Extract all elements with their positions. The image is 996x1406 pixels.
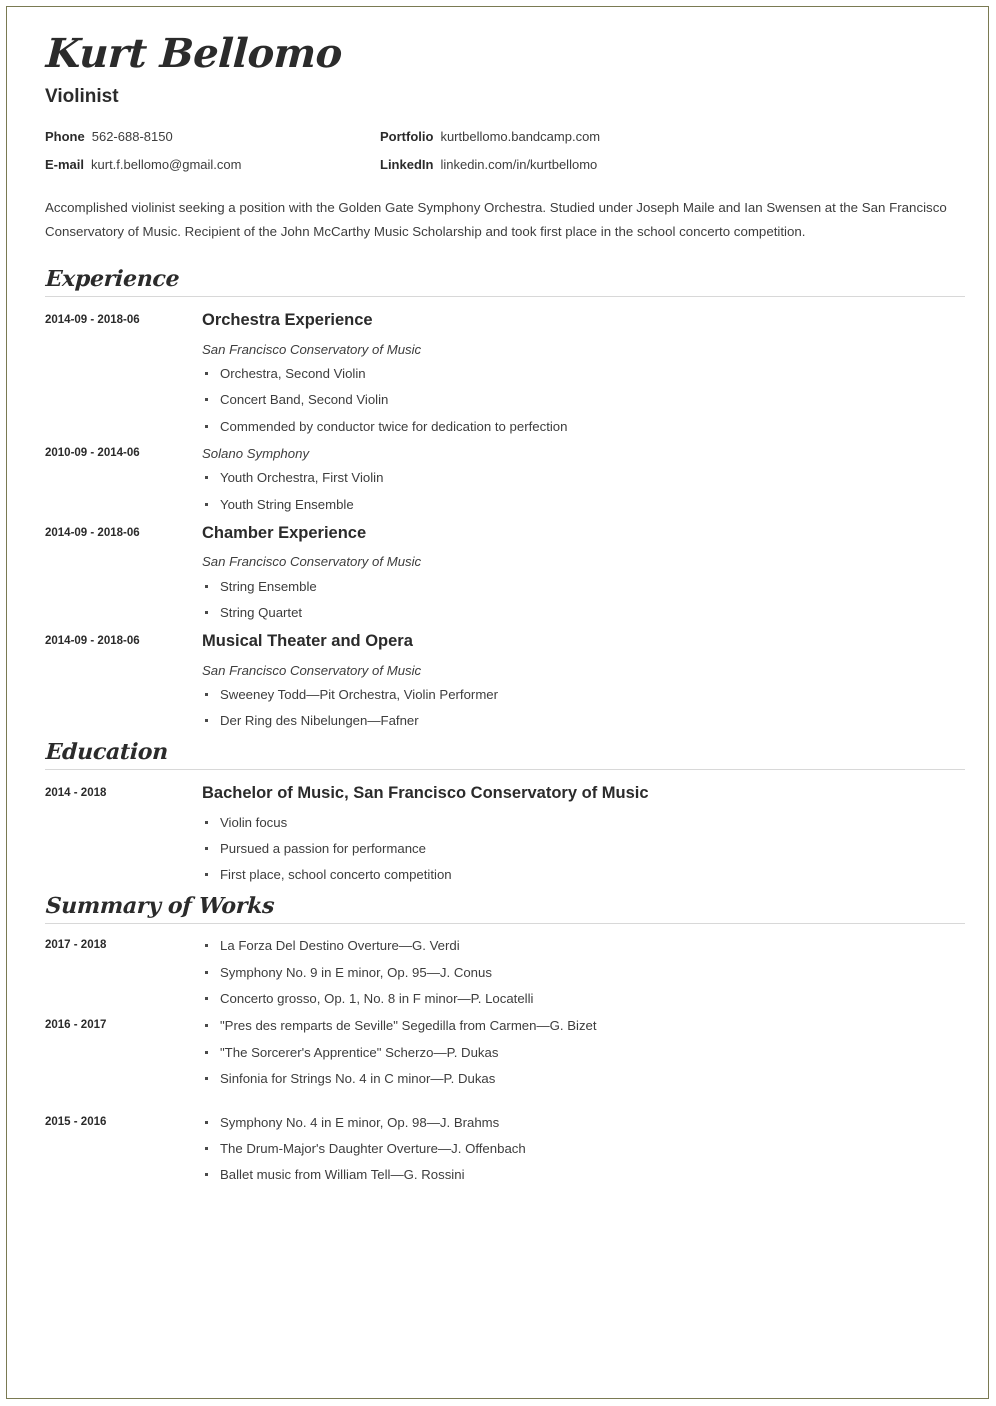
entry-bullet-list: [202, 814, 965, 884]
entry-title: Orchestra Experience: [202, 311, 373, 330]
bullet-item: Youth String Ensemble: [202, 496, 965, 513]
entry-organization: San Francisco Conservatory of Music: [202, 554, 422, 570]
entry-organization: San Francisco Conservatory of Music: [202, 341, 422, 357]
entry-bullet-list: [202, 365, 965, 435]
bullet-item: Violin focus: [202, 814, 965, 831]
entry-organization: Solano Symphony: [202, 445, 310, 461]
section-heading: Summary of Works: [45, 892, 275, 919]
entry-organization: San Francisco Conservatory of Music: [202, 662, 422, 678]
entry-title: Bachelor of Music, San Francisco Conservatory of Music: [202, 784, 649, 803]
contact-row: [45, 129, 705, 146]
contact-label: E-mail: [45, 156, 85, 172]
contact-value[interactable]: linkedin.com/in/kurtbellomo: [440, 156, 598, 172]
bullet-item: Pursued a passion for performance: [202, 840, 965, 857]
candidate-job-title: Violinist: [45, 86, 119, 107]
entry-bullet-list: [202, 1017, 965, 1087]
bullet-item: The Drum-Major's Daughter Overture—J. Offenbach: [202, 1140, 965, 1157]
contact-details: [45, 129, 705, 174]
entry-body: [202, 631, 965, 729]
section-divider: [45, 769, 965, 770]
section-divider: [45, 923, 965, 924]
entry-bullet-list: [202, 686, 965, 730]
bullet-item: Concerto grosso, Op. 1, No. 8 in F minor—P. Locatelli: [202, 990, 965, 1007]
bullet-item: Der Ring des Nibelungen—Fafner: [202, 712, 965, 729]
bullet-item: First place, school concerto competition: [202, 866, 965, 883]
resume-entry: [45, 445, 965, 513]
resume-section: [45, 740, 965, 884]
professional-summary: Accomplished violinist seeking a position with the Golden Gate Symphony Orchestra. Studied under Joseph Maile and Ian Swensen at the San Francisco Conservatory of Music. Recipient of the John McCarthy Music Scholarship and took first place in the school concerto competition.: [45, 199, 947, 240]
contact-item-portfolio: [380, 129, 600, 146]
entry-date-range: 2014-09 - 2018-06: [45, 635, 140, 648]
contact-value[interactable]: kurtbellomo.bandcamp.com: [440, 128, 601, 144]
bullet-item: Sinfonia for Strings No. 4 in C minor—P. Dukas: [202, 1070, 965, 1087]
resume-entry: [45, 310, 965, 435]
section-heading: Experience: [45, 265, 180, 292]
contact-item-phone: [45, 129, 380, 146]
resume-entry: [45, 523, 965, 621]
resume-content: [44, 30, 965, 1194]
bullet-item: Sweeney Todd—Pit Orchestra, Violin Performer: [202, 686, 965, 703]
entry-date-range: 2015 - 2016: [45, 1115, 107, 1128]
contact-label: LinkedIn: [380, 156, 434, 172]
entry-body: [202, 937, 965, 1007]
entry-bullet-list: [202, 469, 965, 513]
bullet-item: Symphony No. 4 in E minor, Op. 98—J. Brahms: [202, 1114, 965, 1131]
resume-section: [45, 894, 965, 1184]
entry-date-range: 2016 - 2017: [45, 1019, 107, 1032]
resume-entry: [45, 937, 965, 1007]
resume-section: [45, 267, 965, 730]
resume-entry: [45, 783, 965, 884]
entry-date-range: 2014-09 - 2018-06: [45, 526, 140, 539]
entry-body: [202, 523, 965, 621]
bullet-item: Concert Band, Second Violin: [202, 391, 965, 408]
bullet-item: Youth Orchestra, First Violin: [202, 469, 965, 486]
bullet-item: Commended by conductor twice for dedication to perfection: [202, 418, 965, 435]
bullet-item: Ballet music from William Tell—G. Rossini: [202, 1166, 965, 1183]
resume-page: [9, 9, 986, 1396]
entry-date-range: 2010-09 - 2014-06: [45, 446, 140, 459]
contact-label: Phone: [45, 128, 85, 144]
contact-item-email: [45, 157, 380, 174]
resume-entry: [45, 1017, 965, 1087]
entry-title: Musical Theater and Opera: [202, 632, 413, 651]
contact-row: [45, 157, 705, 174]
section-heading: Education: [45, 738, 169, 765]
resume-sections: [45, 267, 965, 1184]
resume-entry: [45, 631, 965, 729]
resume-entry: [45, 1114, 965, 1184]
bullet-item: String Ensemble: [202, 578, 965, 595]
bullet-item: Symphony No. 9 in E minor, Op. 95—J. Conus: [202, 964, 965, 981]
bullet-item: String Quartet: [202, 604, 965, 621]
bullet-item: "The Sorcerer's Apprentice" Scherzo—P. Dukas: [202, 1044, 965, 1061]
contact-value: 562-688-8150: [91, 128, 173, 144]
contact-label: Portfolio: [380, 128, 434, 144]
entry-bullet-list: [202, 578, 965, 622]
bullet-item: Orchestra, Second Violin: [202, 365, 965, 382]
entry-date-range: 2014 - 2018: [45, 787, 107, 800]
entry-bullet-list: [202, 1114, 965, 1184]
entry-title: Chamber Experience: [202, 523, 367, 542]
entry-body: [202, 1017, 965, 1087]
resume-page-border: [6, 6, 989, 1399]
entry-body: [202, 310, 965, 435]
entry-body: [202, 783, 965, 884]
candidate-name: Kurt Bellomo: [44, 30, 344, 77]
contact-item-linkedin: [380, 157, 597, 174]
entry-body: [202, 1114, 965, 1184]
contact-value[interactable]: kurt.f.bellomo@gmail.com: [91, 156, 242, 172]
entry-date-range: 2017 - 2018: [45, 939, 107, 952]
section-divider: [45, 296, 965, 297]
entry-date-range: 2014-09 - 2018-06: [45, 314, 140, 327]
entry-bullet-list: [202, 937, 965, 1007]
bullet-item: "Pres des remparts de Seville" Segedilla from Carmen—G. Bizet: [202, 1017, 965, 1034]
entry-body: [202, 445, 965, 513]
bullet-item: La Forza Del Destino Overture—G. Verdi: [202, 937, 965, 954]
